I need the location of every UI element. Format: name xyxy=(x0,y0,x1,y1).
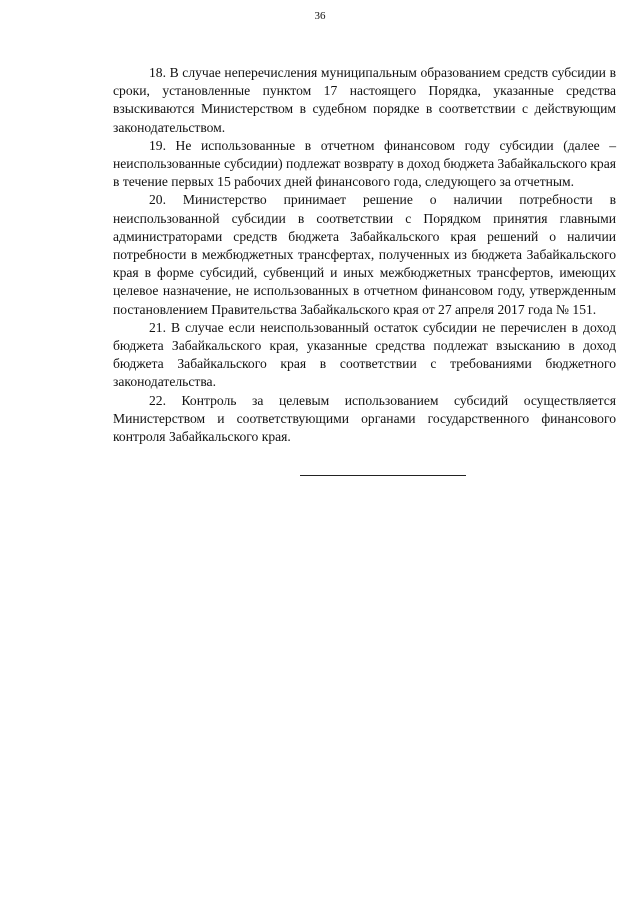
paragraph-19: 19. Не использованные в отчетном финансовом году субсидии (далее – неиспользованные субсидии) подлежат возврату в доход бюджета Забайкальского края в течение первых 15 рабочих дней финансового года, следующего за отчетным. xyxy=(113,137,616,190)
paragraph-21: 21. В случае если неиспользованный остаток субсидии не перечислен в доход бюджета Забайкальского края, указанные средства подлежат взысканию в доход бюджета Забайкальского края в соответствии с требованиями бюджетного законодательства. xyxy=(113,319,616,390)
end-of-document-rule xyxy=(300,475,466,476)
paragraph-18: 18. В случае неперечисления муниципальным образованием средств субсидии в сроки, установленные пунктом 17 настоящего Порядка, указанные средства взыскиваются Министерством в судебном порядке в соответствии с действующим законодательством. xyxy=(113,65,616,135)
page-number: 36 xyxy=(314,10,326,22)
document-body xyxy=(113,64,616,446)
paragraph-20: 20. Министерство принимает решение о наличии потребности в неиспользованной субсидии в соответствии с Порядком принятия главными администраторами средств бюджета Забайкальского края решений о наличии потребности в межбюджетных трансфертах, полученных из бюджета Забайкальского края в форме субсидий, субвенций и иных межбюджетных трансфертов, имеющих целевое назначение, не использованных в отчетном финансовом году, утвержденным постановлением Правительства Забайкальского края от 27 апреля 2017 года № 151. xyxy=(113,192,616,317)
paragraph-22: 22. Контроль за целевым использованием субсидий осуществляется Министерством и соответствующими органами государственного финансового контроля Забайкальского края. xyxy=(113,392,616,445)
